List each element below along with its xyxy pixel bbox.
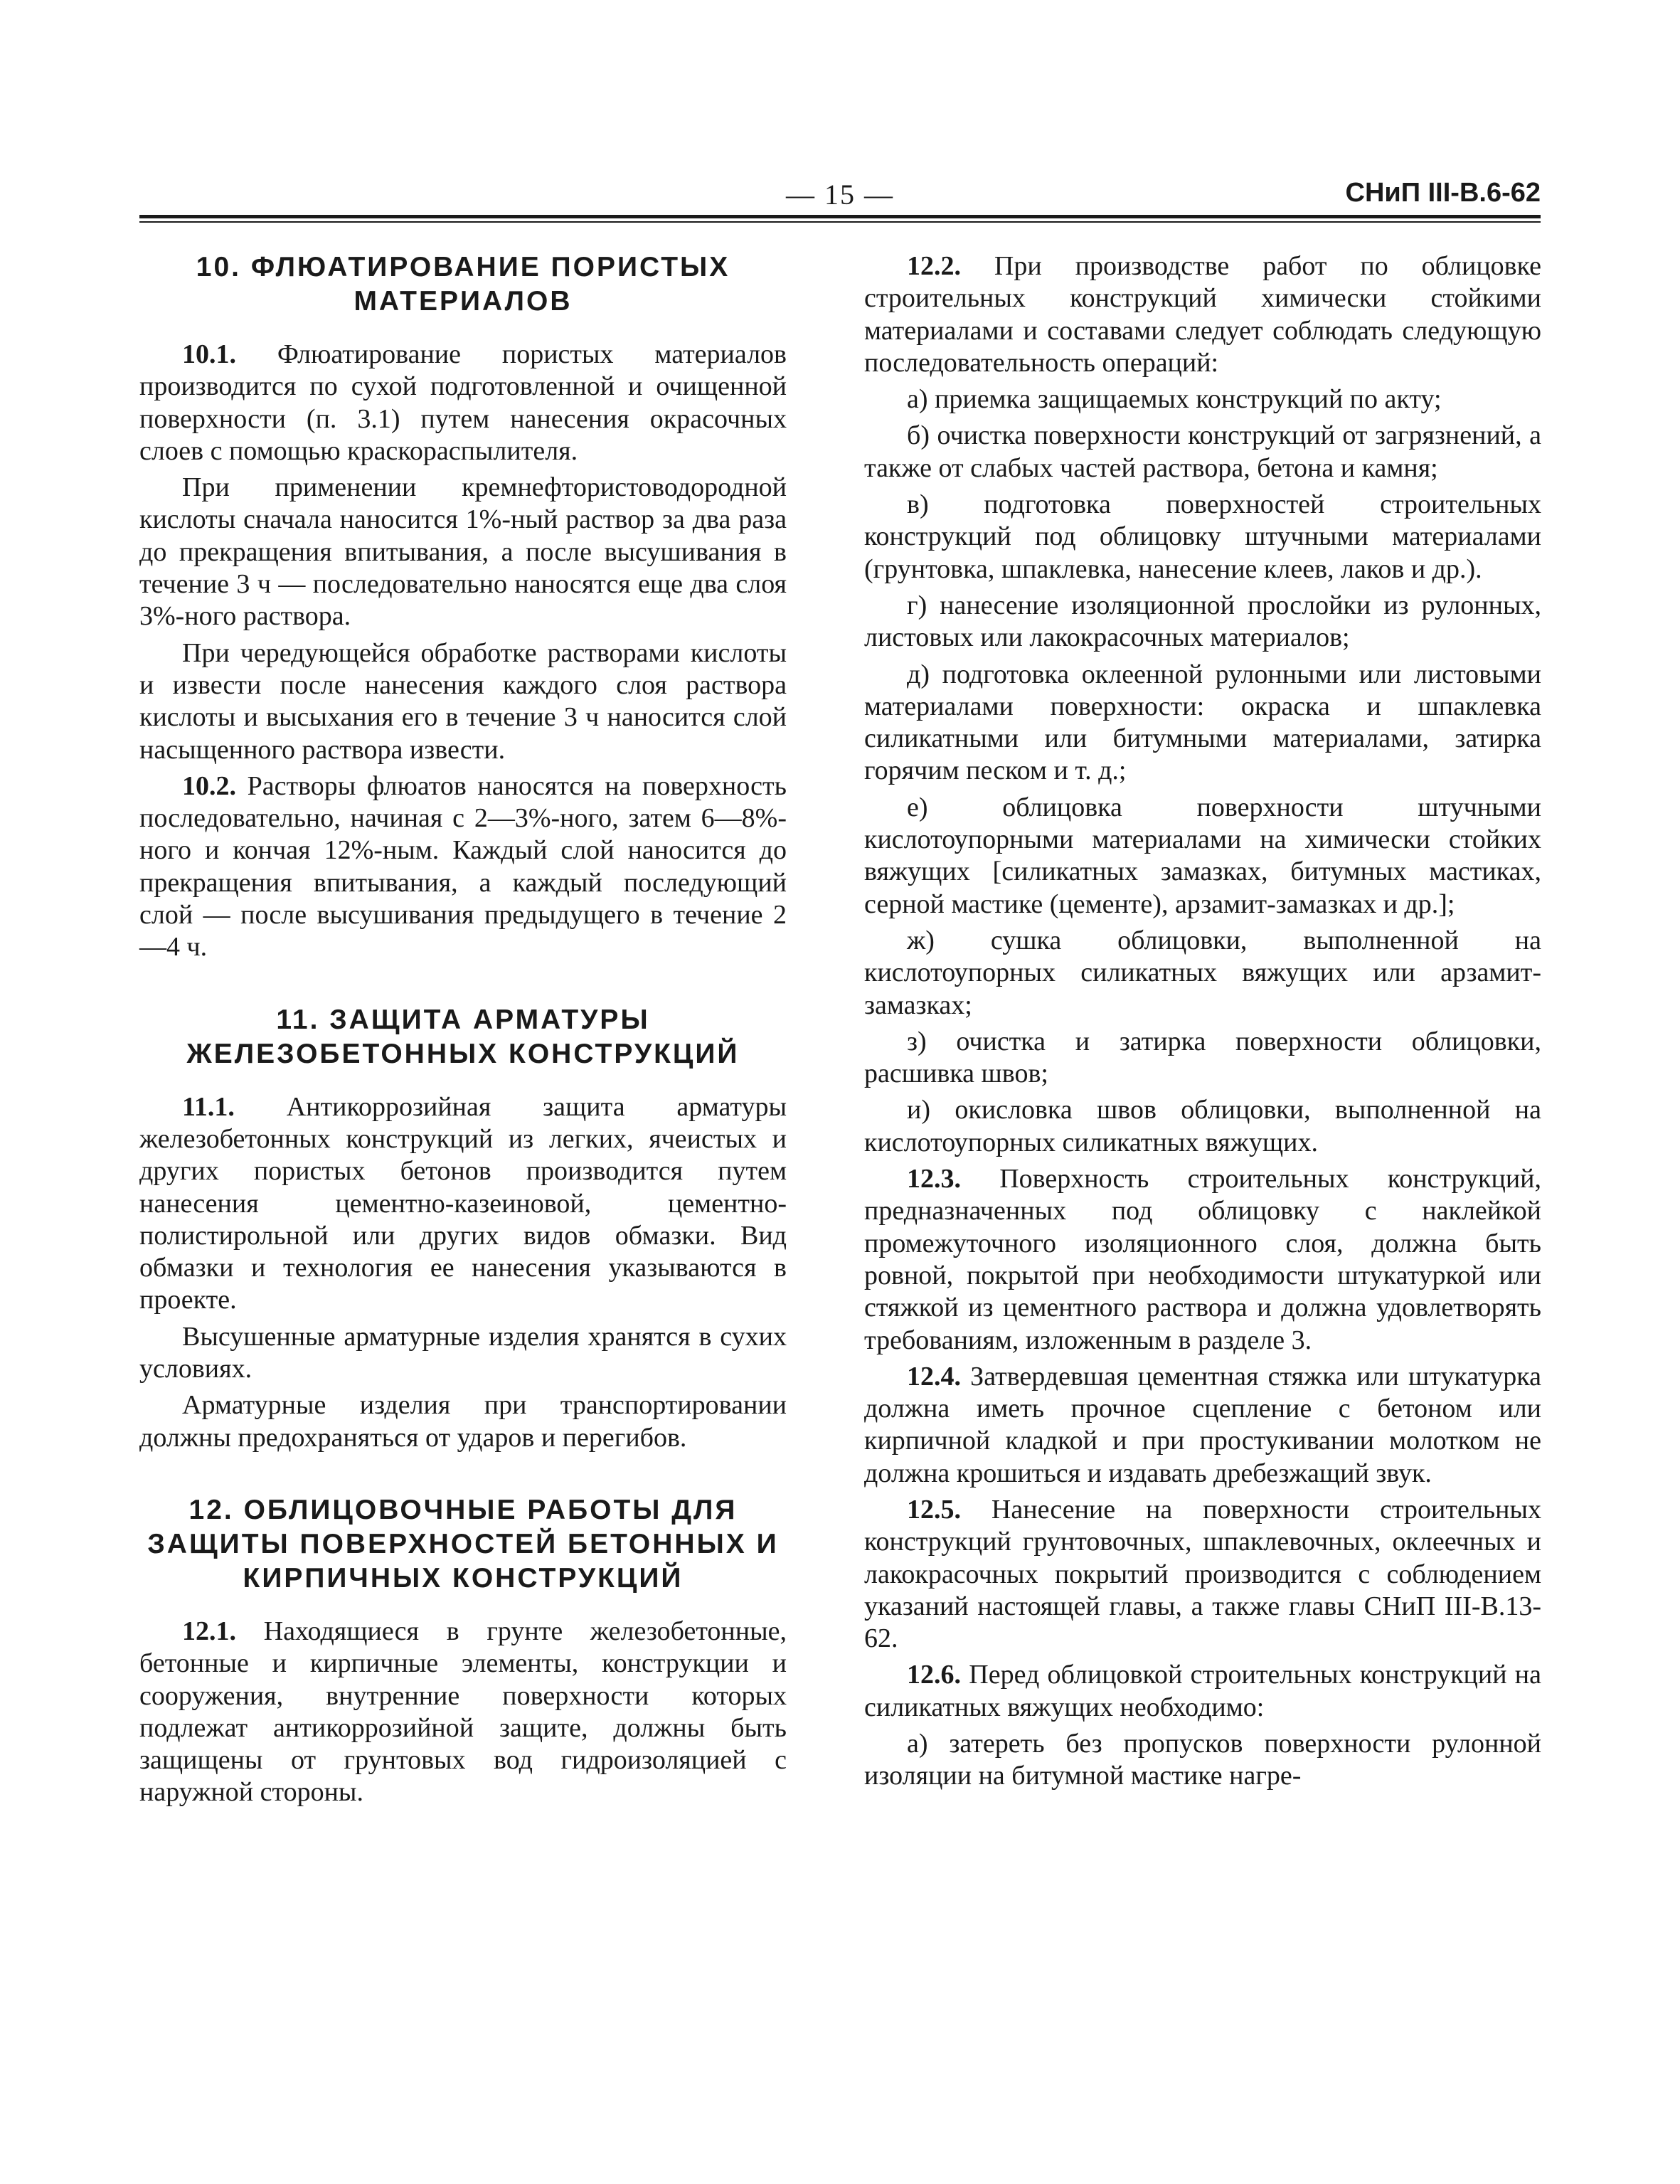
list-item: б) очистка поверхности конструкций от загрязнений, а также от слабых частей раствора, бетона и камня; bbox=[864, 420, 1541, 483]
clause-number: 12.2. bbox=[907, 251, 961, 281]
paragraph-12-2 bbox=[864, 250, 1541, 379]
list-item: д) подготовка оклеенной рулонными или листовыми материалами поверхности: окраска и шпаклевка силикатными или битумными материалами, затирка горячим песком и т. д.; bbox=[864, 659, 1541, 786]
list-item: а) приемка защищаемых конструкций по акту; bbox=[907, 384, 1442, 415]
document-code: СНиП III-В.6-62 bbox=[1345, 178, 1541, 208]
paragraph-12-6 bbox=[864, 1659, 1541, 1724]
list-item: е) облицовка поверхности штучными кислотоупорными материалами на химически стойких вяжущих [силикатных замазках, битумных мастиках, серной мастике (цементе), арзамит-замазках и др.]; bbox=[864, 792, 1541, 919]
paragraph-12-6a: а) затереть без пропусков поверхности рулонной изоляции на битумной мастике нагре- bbox=[864, 1729, 1541, 1791]
paragraph-12-3 bbox=[864, 1163, 1541, 1357]
paragraph-10-2 bbox=[139, 770, 787, 964]
clause-number: 12.1. bbox=[182, 1616, 236, 1646]
clause-number: 10.1. bbox=[182, 339, 236, 369]
page-number: — 15 — bbox=[786, 179, 894, 211]
paragraph-10-1c: При чередующейся обработке растворами кислоты и извести после нанесения каждого слоя раствора кислоты и высыхания его в течение 3 ч наносится слой насыщенного раствора извести. bbox=[139, 637, 787, 765]
right-column bbox=[864, 250, 1541, 1793]
paragraph-text: При производстве работ по облицовке строительных конструкций химически стойкими материалами и составами следует соблюдать следующую последовательность операций: bbox=[864, 251, 1542, 378]
paragraph-text: Нанесение на поверхности строительных конструкций грунтовочных, шпаклевочных, оклеечных и лакокрасочных покрытий производится с соблюдением указаний настоящей главы, а также главы СНиП III-В.13-62. bbox=[864, 1494, 1541, 1654]
paragraph-text: Поверхность строительных конструкций, предназначенных под облицовку с наклейкой промежуточного изоляционного слоя, должна быть ровной, покрытой при необходимости штукатуркой или стяжкой из цементного раствора и должна удовлетворять требованиям, изложенным в разделе 3. bbox=[864, 1164, 1541, 1355]
list-item: ж) сушка облицовки, выполненной на кислотоупорных силикатных вяжущих или арзамит-замазках; bbox=[864, 925, 1541, 1020]
paragraph-11-1 bbox=[139, 1091, 787, 1317]
section-10-title: 10. ФЛЮАТИРОВАНИЕ ПОРИСТЫХ МАТЕРИАЛОВ bbox=[196, 252, 730, 317]
paragraph-text: Антикоррозийная защита арматуры железобетонных конструкций из легких, ячеистых и других пористых бетонов производится путем нанесения цементно-казеиновой, цементно-полистирольной или других видов обмазки. Вид обмазки и технология ее нанесения указываются в проекте. bbox=[139, 1091, 787, 1315]
list-item: и) окисловка швов облицовки, выполненной на кислотоупорных силикатных вяжущих. bbox=[864, 1095, 1541, 1157]
list-item: г) нанесение изоляционной прослойки из рулонных, листовых или лакокрасочных материалов; bbox=[864, 590, 1541, 653]
clause-number: 12.4. bbox=[907, 1361, 961, 1391]
clause-number: 10.2. bbox=[182, 770, 236, 801]
page-header bbox=[139, 178, 1541, 213]
paragraph-11-1b: Высушенные арматурные изделия хранятся в сухих условиях. bbox=[139, 1321, 787, 1384]
clause-number: 12.6. bbox=[907, 1660, 961, 1690]
section-11-title: 11. ЗАЩИТА АРМАТУРЫ ЖЕЛЕЗОБЕТОННЫХ КОНСТРУКЦИЙ bbox=[186, 1004, 740, 1069]
paragraph-text: Флюатирование пористых материалов производится по сухой подготовленной и очищенной поверхности (п. 3.1) путем нанесения окрасочных слоев с помощью краскораспылителя. bbox=[139, 339, 787, 466]
section-12-title: 12. ОБЛИЦОВОЧНЫЕ РАБОТЫ ДЛЯ ЗАЩИТЫ ПОВЕРХНОСТЕЙ БЕТОННЫХ И КИРПИЧНЫХ КОНСТРУКЦИЙ bbox=[147, 1494, 779, 1594]
header-rule-thin bbox=[139, 221, 1541, 223]
paragraph-text: Перед облицовкой строительных конструкций на силикатных вяжущих необходимо: bbox=[864, 1660, 1541, 1722]
paragraph-text: Растворы флюатов наносятся на поверхность последовательно, начиная с 2—3%-ного, затем 6—8%-ного и кончая 12%-ным. Каждый слой наносится до прекращения впитывания, а каждый последующий слой — после высушивания предыдущего в течение 2—4 ч. bbox=[139, 770, 787, 963]
paragraph-text: Находящиеся в грунте железобетонные, бетонные и кирпичные элементы, конструкции и сооружения, внутренние поверхности которых подлежат антикоррозийной защите, должны быть защищены от грунтовых вод гидроизоляцией с наружной стороны. bbox=[139, 1616, 787, 1808]
paragraph-12-4 bbox=[864, 1361, 1541, 1490]
paragraph-10-1b: При применении кремнефтористоводородной кислоты сначала наносится 1%-ный раствор за два раза до прекращения впитывания, а после высушивания в течение 3 ч — последовательно наносятся еще два слоя 3%-ного раствора. bbox=[139, 472, 787, 632]
paragraph-10-1 bbox=[139, 339, 787, 467]
paragraph-11-1c: Арматурные изделия при транспортировании должны предохраняться от ударов и перегибов. bbox=[139, 1390, 787, 1453]
list-item: в) подготовка поверхностей строительных конструкций под облицовку штучными материалами (грунтовка, шпаклевка, нанесение клеев, лаков и др.). bbox=[864, 489, 1541, 584]
paragraph-text: Затвердевшая цементная стяжка или штукатурка должна иметь прочное сцепление с бетоном или кирпичной кладкой и при простукивании молотком не должна крошиться и издавать дребезжащий звук. bbox=[864, 1361, 1542, 1488]
clause-number: 12.5. bbox=[907, 1494, 961, 1525]
left-column bbox=[139, 250, 787, 1809]
list-item: з) очистка и затирка поверхности облицовки, расшивка швов; bbox=[864, 1026, 1541, 1089]
header-rule bbox=[139, 215, 1541, 218]
paragraph-12-5 bbox=[864, 1494, 1541, 1655]
paragraph-12-1 bbox=[139, 1616, 787, 1809]
clause-number: 12.3. bbox=[907, 1164, 961, 1194]
clause-number: 11.1. bbox=[182, 1091, 235, 1122]
